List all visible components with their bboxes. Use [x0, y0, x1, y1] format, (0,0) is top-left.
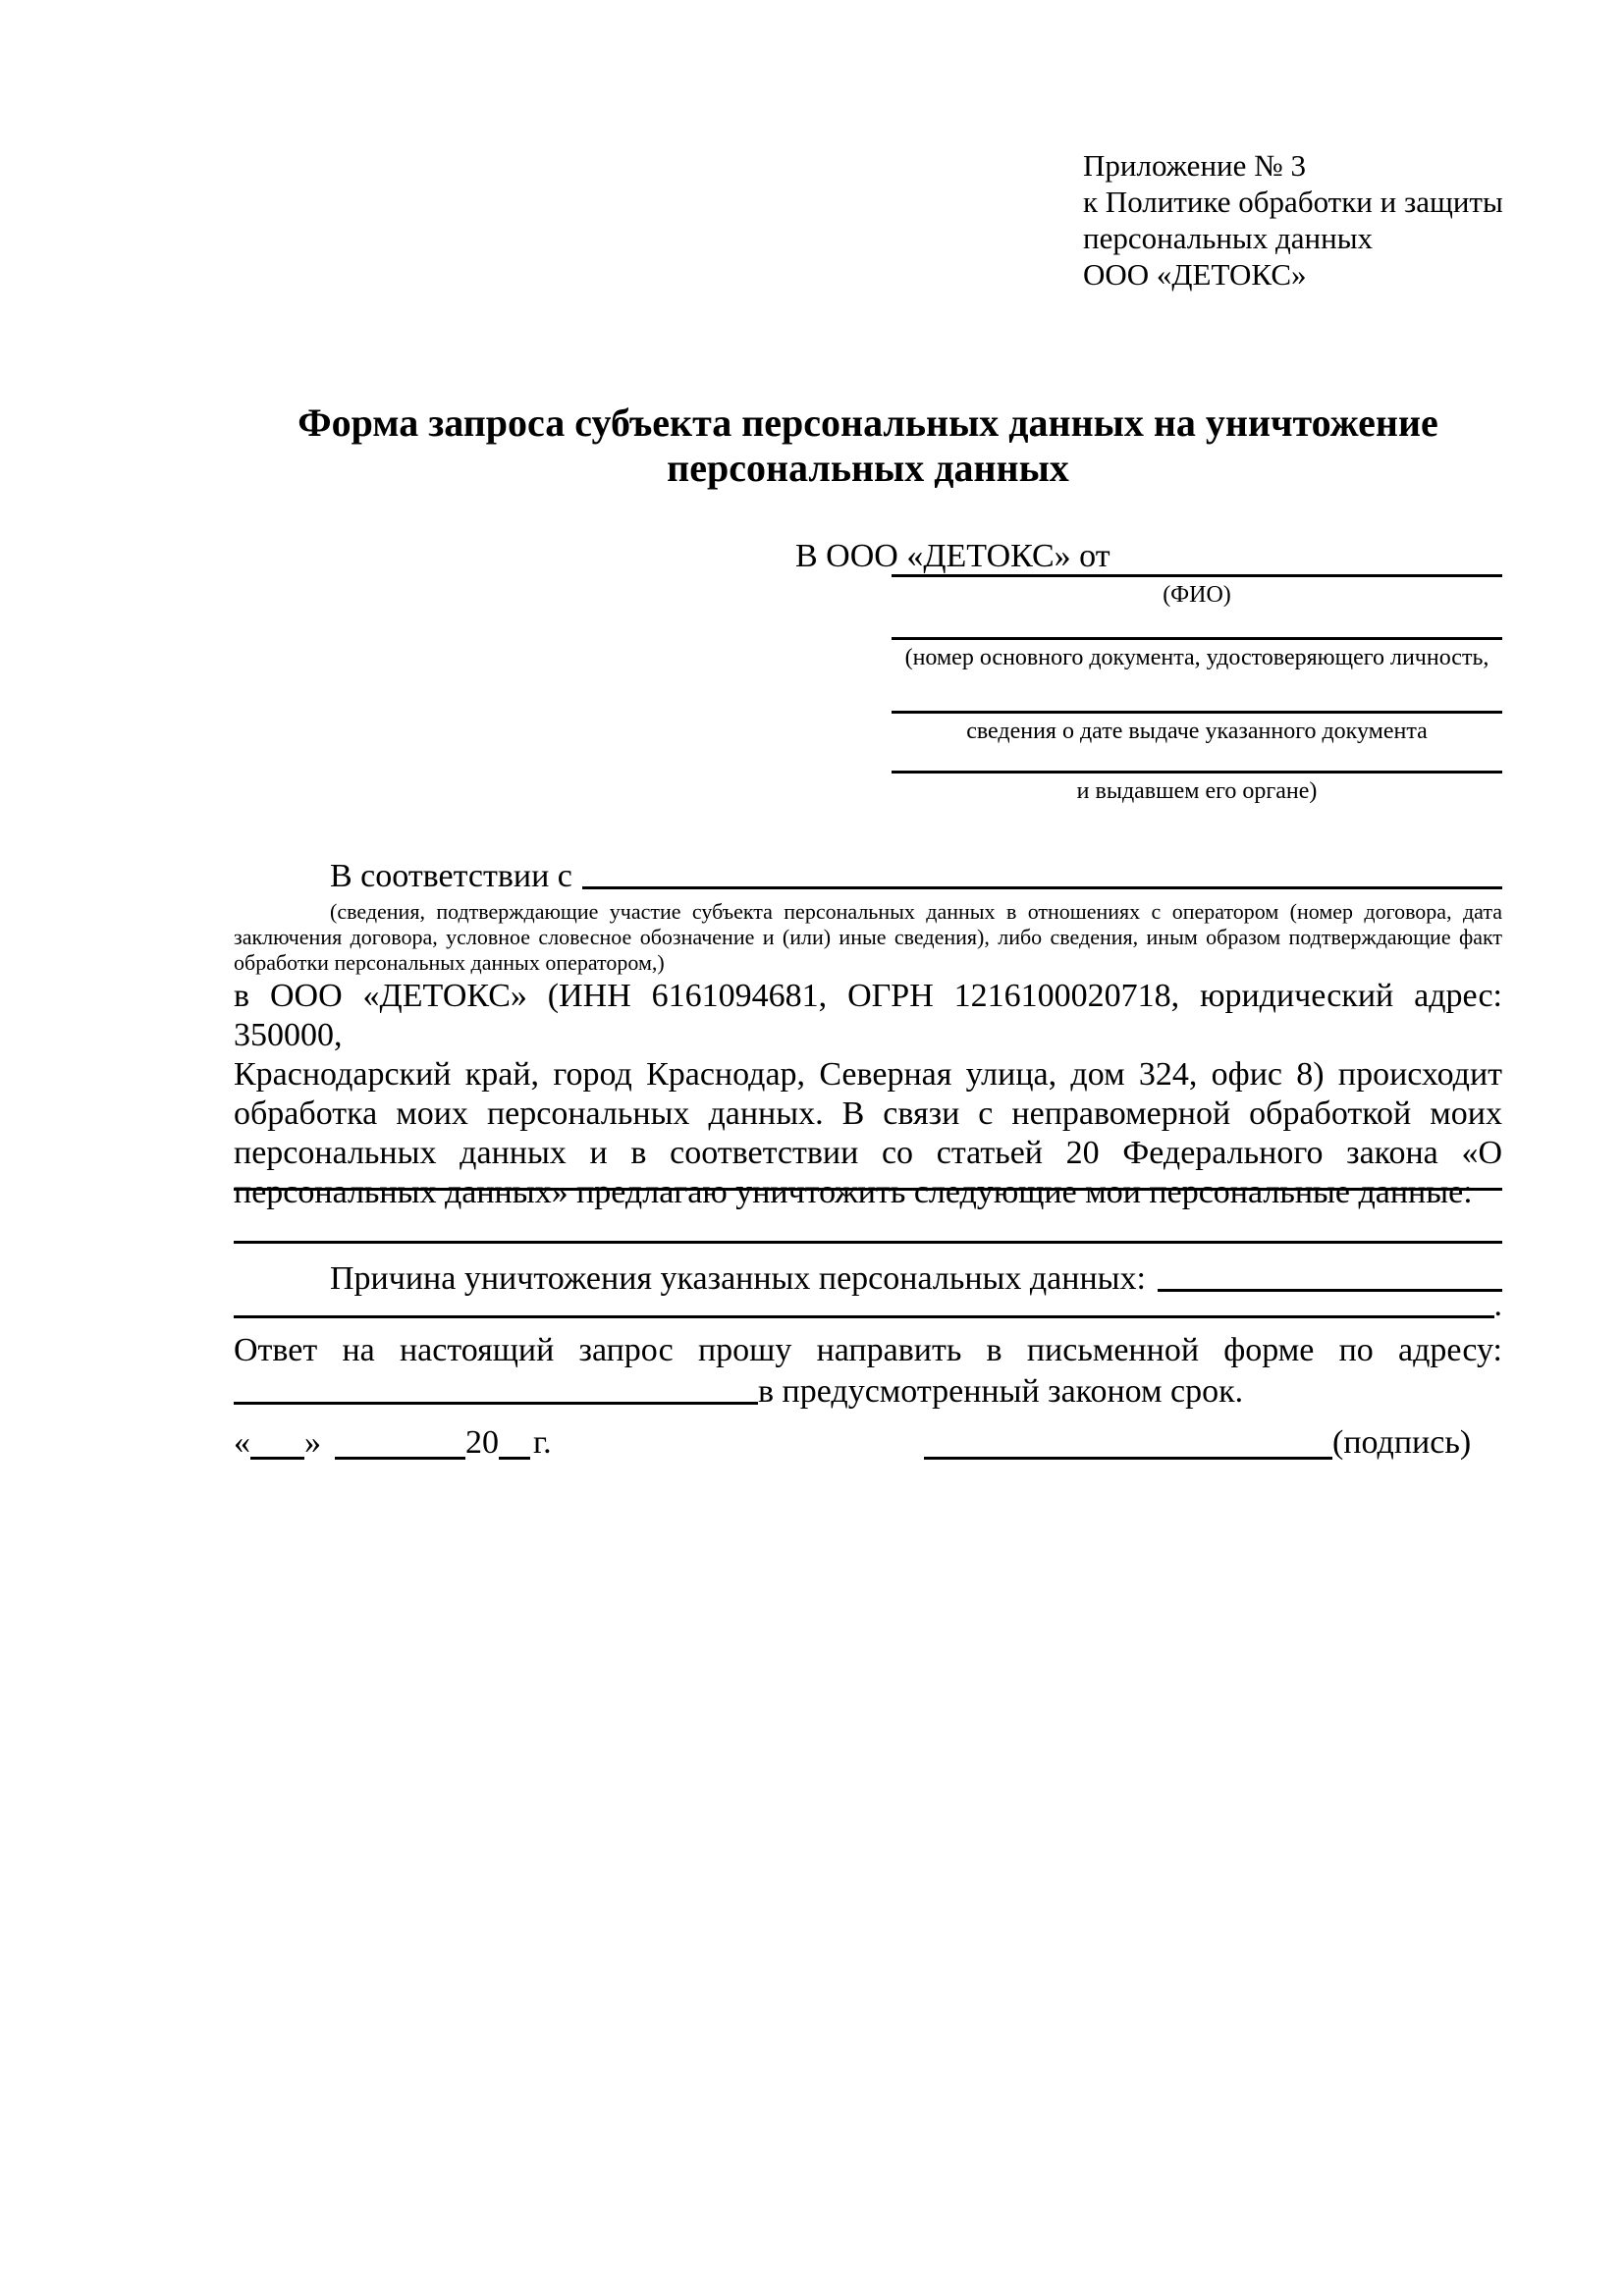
- body-line-1: в ООО «ДЕТОКС» (ИНН 6161094681, ОГРН 1216100020718, юридический адрес: 350000,: [234, 978, 1502, 1053]
- month-blank-field[interactable]: [335, 1457, 465, 1460]
- appendix-header-line-1: Приложение № 3: [1083, 148, 1306, 183]
- address-blank-field[interactable]: [234, 1402, 758, 1405]
- appendix-header-line-3: персональных данных: [1083, 221, 1374, 255]
- body-paragraph: [234, 977, 1502, 1212]
- year-blank-field[interactable]: [499, 1457, 530, 1460]
- day-quote-close: »: [304, 1424, 321, 1461]
- appendix-header-line-2: к Политике обработки и защиты: [1083, 185, 1503, 219]
- appendix-header: [1083, 147, 1503, 293]
- accordance-lead: В соответствии с: [330, 858, 572, 894]
- year-prefix: 20: [465, 1424, 499, 1461]
- form-title-line-2: персональных данных: [667, 446, 1069, 490]
- body-line-2: Краснодарский край, город Краснодар, Северная улица, дом 324, офис 8) происходит: [234, 1056, 1502, 1093]
- response-line-2-text: в предусмотренный законом срок.: [758, 1373, 1244, 1410]
- footnote-line-3: обработки персональных данных оператором,): [234, 950, 665, 975]
- document-field-line[interactable]: [892, 637, 1502, 640]
- reason-continuation-blank-field[interactable]: [234, 1315, 1494, 1318]
- footnote-line-1: (сведения, подтверждающие участие субъекта персональных данных в отношениях с оператором (номер договора, дата: [330, 899, 1502, 924]
- day-blank-field[interactable]: [250, 1457, 304, 1460]
- personal-data-blank-line-2[interactable]: [234, 1241, 1502, 1244]
- appendix-header-line-4: ООО «ДЕТОКС»: [1083, 257, 1307, 292]
- response-line-1: Ответ на настоящий запрос прошу направить в письменной форме по адресу:: [234, 1332, 1502, 1368]
- footnote-line-2: заключения договора, условное словесное обозначение и (или) иные сведения), либо сведения, иным образом подтверждающие факт: [234, 925, 1502, 949]
- body-line-3: обработка моих персональных данных. В связи с неправомерной обработкой моих: [234, 1095, 1502, 1132]
- signature-group: [924, 1423, 1471, 1463]
- fio-field-line[interactable]: [892, 574, 1502, 577]
- signature-blank-field[interactable]: [924, 1457, 1332, 1460]
- reason-lead: Причина уничтожения указанных персональных данных:: [330, 1260, 1146, 1297]
- form-title-line-1: Форма запроса субъекта персональных данных на уничтожение: [298, 400, 1438, 445]
- signature-caption: (подпись): [1332, 1424, 1472, 1461]
- body-line-4: персональных данных и в соответствии со статьей 20 Федерального закона «О: [234, 1135, 1502, 1171]
- year-suffix: г.: [533, 1424, 552, 1461]
- fio-field-caption: (ФИО): [1163, 582, 1231, 608]
- organ-field-line[interactable]: [892, 771, 1502, 774]
- document-field-caption: (номер основного документа, удостоверяющего личность,: [904, 645, 1489, 670]
- response-line-2: [234, 1372, 1502, 1412]
- addressee-line: В ООО «ДЕТОКС» от: [795, 538, 1110, 574]
- date-field-caption: сведения о дате выдаче указанного документа: [966, 719, 1428, 744]
- signature-row: [234, 1423, 1502, 1468]
- date-field-line[interactable]: [892, 711, 1502, 714]
- accordance-blank-field[interactable]: [582, 886, 1502, 889]
- body-line-5: персональных данных» предлагаю уничтожить следующие мои персональные данные:: [234, 1174, 1473, 1210]
- form-title: [234, 400, 1502, 491]
- day-quote-open: «: [234, 1424, 250, 1461]
- accordance-row: [330, 857, 1502, 896]
- organ-field-caption: и выдавшем его органе): [1076, 778, 1318, 804]
- reason-period: .: [1493, 1287, 1502, 1323]
- personal-data-blank-line-1[interactable]: [234, 1188, 1502, 1191]
- reason-continuation-row: [234, 1286, 1502, 1325]
- accordance-footnote: [234, 899, 1502, 976]
